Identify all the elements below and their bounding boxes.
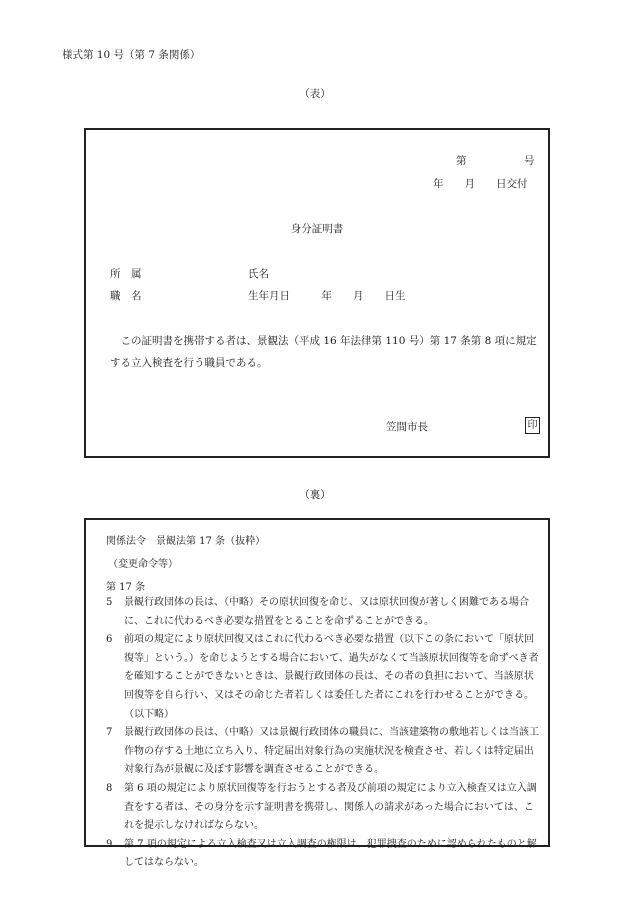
- form-number-label: 様式第 10 号（第 7 条関係）: [62, 49, 201, 61]
- certificate-number-suffix: 号: [524, 155, 535, 167]
- law-item: [106, 724, 542, 780]
- law-item-number: 7: [106, 727, 113, 739]
- date-of-birth-label: 生年月日 年 月 日生: [248, 290, 406, 302]
- law-item: [106, 631, 542, 724]
- certificate-title: 身分証明書: [290, 223, 344, 235]
- issue-date-line: 年 月 日交付: [433, 178, 528, 190]
- law-item-number: 5: [106, 597, 113, 608]
- law-title: 関係法令 景観法第 17 条（抜粋）: [106, 536, 266, 547]
- law-item-text: 前項の規定により原状回復又はこれに代わるべき必要な措置（以下この条において「原状回復等」という。）を命じようとする場合において、過失がなくて当該原状回復等を命ずべき者を確知することができないときは、景観行政団体の長は、その者の負担において、当該原状回復等を自ら行い、又はその命じた者若しくは委任した者にこれを行わせることができる。（以下略）: [124, 634, 539, 720]
- law-item-text: 第 6 項の規定により原状回復等を行おうとする者及び前項の規定により立入検査又は立入調査をする者は、その身分を示す証明書を携帯し、関係人の請求があった場合においては、これを提示しなければならない。: [124, 782, 537, 832]
- law-item-text: 景観行政団体の長は、（中略）その原状回復を命じ、又は原状回復が著しく困難である場合に、これに代わるべき必要な措置をとることを命ずることができる。: [124, 597, 529, 627]
- certificate-statement: この証明書を携帯する者は、景観法（平成 16 年法律第 110 号）第 17 条第 8 項に規定する立入検査を行う職員である。: [110, 335, 537, 369]
- law-item-number: 6: [106, 634, 113, 646]
- law-item: [106, 836, 542, 873]
- front-side-label: （表）: [299, 88, 331, 100]
- article-heading: 第 17 条: [106, 582, 146, 593]
- id-certificate-back: [84, 518, 550, 869]
- certificate-number-prefix: 第: [456, 155, 467, 167]
- law-item-text: 景観行政団体の長は、（中略）又は景観行政団体の職員に、当該建築物の敷地若しくは当該工作物の存する土地に立ち入り、特定届出対象行為の実施状況を検査させ、若しくは特定届出対象行為が景観に及ぼす影響を調査させることができる。: [124, 727, 539, 776]
- seal-stamp-box: 印: [525, 417, 540, 434]
- law-item: [106, 780, 542, 836]
- law-item-text: 第 7 項の規定による立入検査又は立入調査の権限は、犯罪捜査のために認められたものと解してはならない。: [124, 838, 537, 869]
- law-item: [106, 594, 542, 631]
- affiliation-label: 所 属: [110, 268, 142, 280]
- law-items-list: [106, 594, 542, 873]
- position-label: 職 名: [110, 290, 142, 302]
- law-item-number: 8: [106, 782, 113, 794]
- name-label: 氏名: [248, 268, 269, 280]
- back-side-label: （裏）: [299, 489, 331, 501]
- law-subtitle: （変更命令等）: [108, 559, 178, 570]
- issuer-name: 笠間市長: [386, 421, 428, 433]
- law-item-number: 9: [106, 838, 113, 850]
- id-certificate-front: [84, 128, 550, 458]
